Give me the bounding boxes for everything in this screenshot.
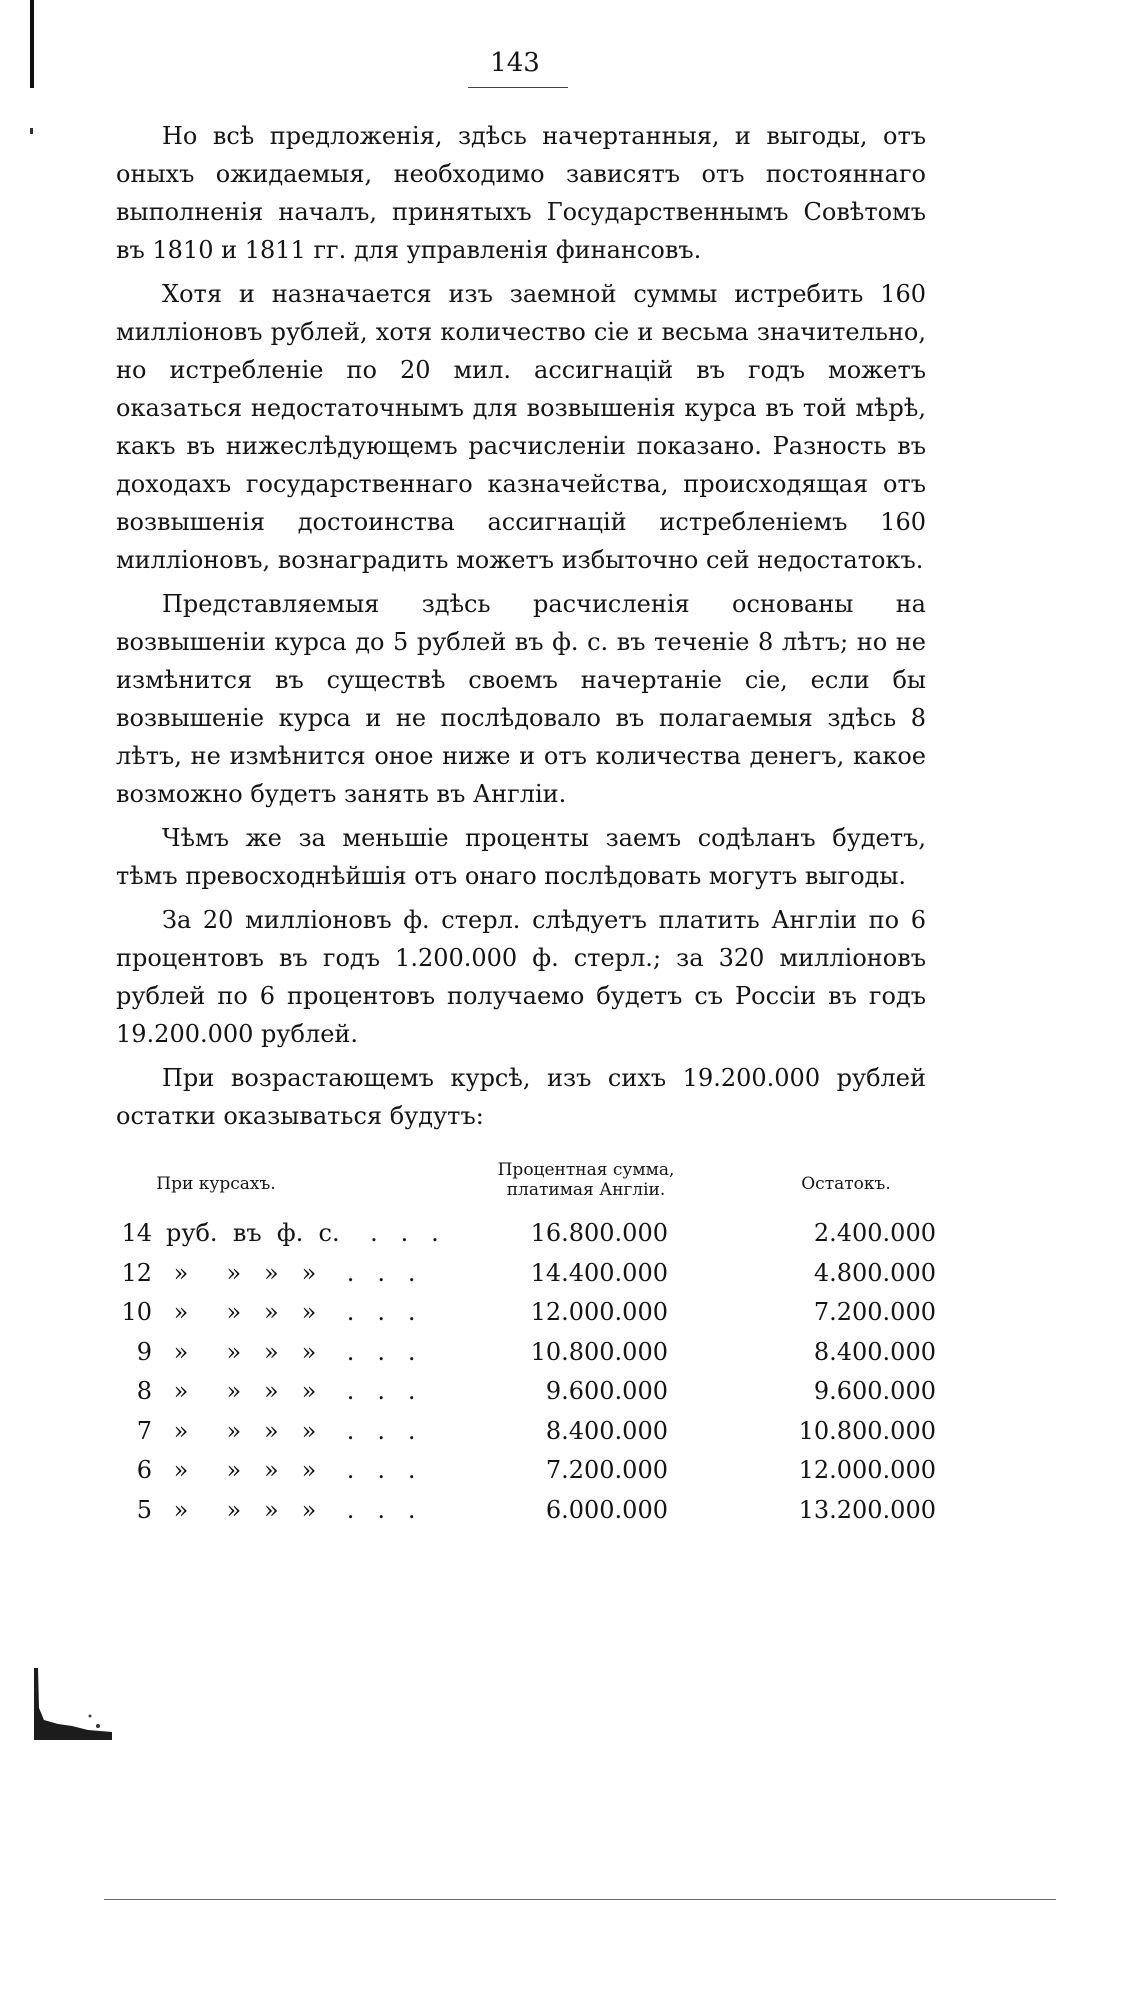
cell-sum: 6.000.000 [545, 1495, 668, 1524]
table-row [116, 1412, 936, 1452]
cell-sum: 14.400.000 [530, 1258, 668, 1287]
header-rest: Остатокъ. [801, 1174, 891, 1194]
cell-sum: 9.600.000 [545, 1377, 668, 1405]
paragraph: Но всѣ предложенія, здѣсь начертанныя, и выгоды, отъ оныхъ ожидаемыя, необходимо зависятъ отъ постояннаго выполненія началъ, принятыхъ Государственнымъ Совѣтомъ въ 1810 и 1811 гг. для управленія финансовъ. [116, 122, 926, 264]
page-number: 143 [490, 48, 540, 78]
table-row [116, 1491, 936, 1531]
cell-sum: 12.000.000 [530, 1298, 668, 1326]
cell-rest: 12.000.000 [798, 1456, 936, 1484]
paragraph: Чѣмъ же за меньшіе проценты заемъ содѣланъ будетъ, тѣмъ превосходнѣйшія отъ онаго послѣдовать могутъ выгоды. [116, 824, 926, 890]
table-row [116, 1254, 936, 1294]
cell-rest: 2.400.000 [813, 1219, 936, 1247]
cell-unit: » » » » . . . [166, 1456, 416, 1484]
cell-rest: 9.600.000 [813, 1377, 936, 1405]
body-text [116, 117, 926, 1141]
table-row [116, 1293, 936, 1333]
cell-unit: » » » » . . . [166, 1416, 416, 1445]
table-row [116, 1372, 936, 1412]
rates-table [116, 1160, 936, 1530]
cell-unit: » » » » . . . [166, 1337, 416, 1366]
cell-unit: руб. въ ф. с. . . . [166, 1219, 439, 1247]
cell-rest: 8.400.000 [813, 1337, 936, 1366]
cell-rate: 9 [136, 1337, 152, 1366]
cell-rest: 4.800.000 [813, 1258, 936, 1287]
table-header [116, 1160, 936, 1214]
cell-rate: 14 [121, 1219, 152, 1247]
cell-sum: 7.200.000 [545, 1456, 668, 1484]
cell-unit: » » » » . . . [166, 1258, 416, 1287]
table-row [116, 1451, 936, 1491]
paragraph: За 20 милліоновъ ф. стерл. слѣдуетъ платить Англіи по 6 процентовъ въ годъ 1.200.000 ф. стерл.; за 320 милліоновъ рублей по 6 процентовъ получаемо будетъ съ Россіи въ годъ 19.200.000 рублей. [116, 906, 926, 1048]
cell-unit: » » » » . . . [166, 1298, 416, 1326]
cell-sum: 10.800.000 [530, 1337, 668, 1366]
table-row [116, 1333, 936, 1373]
bottom-rule [104, 1899, 1056, 1900]
header-sum: Процентная сумма, платимая Англіи. [497, 1160, 675, 1200]
header-rate: При курсахъ. [156, 1174, 276, 1194]
cell-rate: 5 [136, 1495, 152, 1524]
cell-rate: 8 [136, 1377, 152, 1405]
scan-edge-mark [30, 0, 34, 88]
cell-sum: 16.800.000 [530, 1219, 668, 1247]
page-number-rule [468, 87, 568, 88]
cell-unit: » » » » . . . [166, 1377, 416, 1405]
cell-rest: 7.200.000 [813, 1298, 936, 1326]
cell-rate: 6 [136, 1456, 152, 1484]
table-row [116, 1214, 936, 1254]
paragraph: Хотя и назначается изъ заемной суммы истребить 160 милліоновъ рублей, хотя количество сіе и весьма значительно, но истребленіе по 20 мил. ассигнацій въ годъ можетъ оказаться недостаточнымъ для возвышенія курса въ той мѣрѣ, какъ въ нижеслѣдующемъ расчисленіи показано. Разность въ доходахъ государственнаго казначейства, происходящая отъ возвышенія достоинства ассигнацій истребленіемъ 160 милліоновъ, вознаградить можетъ избыточно сей недостатокъ. [116, 280, 926, 574]
scan-speck [30, 128, 33, 134]
cell-rate: 12 [121, 1258, 152, 1287]
cell-rate: 10 [121, 1298, 152, 1326]
cell-rest: 13.200.000 [798, 1495, 936, 1524]
cell-rest: 10.800.000 [798, 1416, 936, 1445]
paragraph: При возрастающемъ курсѣ, изъ сихъ 19.200.000 рублей остатки оказываться будутъ: [116, 1064, 926, 1130]
cell-rate: 7 [136, 1416, 152, 1445]
cell-unit: » » » » . . . [166, 1495, 416, 1524]
paragraph: Представляемыя здѣсь расчисленія основаны на возвышеніи курса до 5 рублей въ ф. с. въ теченіе 8 лѣтъ; но не измѣнится въ существѣ своемъ начертаніе сіе, если бы возвышеніе курса и не послѣдовало въ полагаемыя здѣсь 8 лѣтъ, не измѣнится оное ниже и отъ количества денегъ, какое возможно будетъ занять въ Англіи. [116, 590, 926, 808]
cell-sum: 8.400.000 [545, 1416, 668, 1445]
scan-stain [32, 1668, 112, 1743]
